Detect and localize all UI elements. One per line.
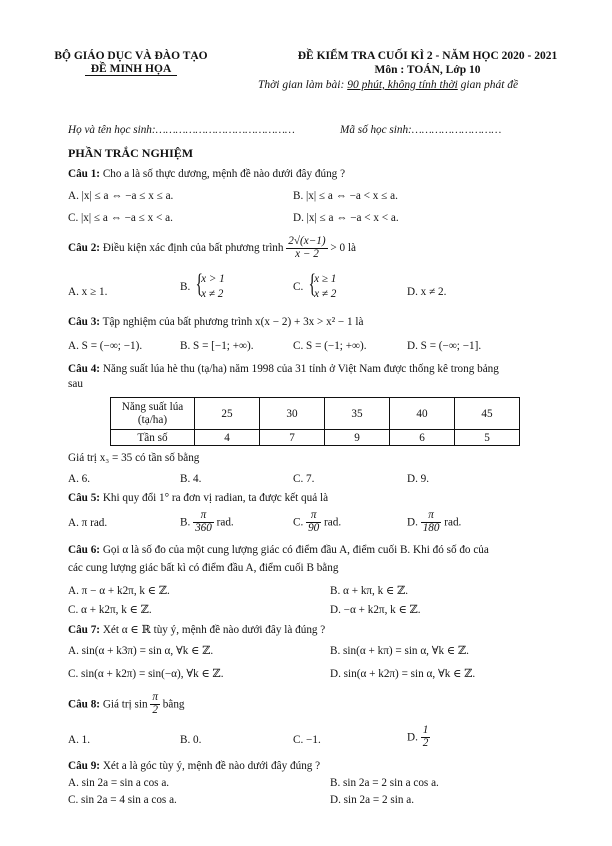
table-cell: 45 <box>455 398 520 430</box>
q8-frac-den: 2 <box>152 703 158 716</box>
q2-text: Điều kiện xác định của bất phương trình <box>102 241 284 254</box>
exam-type-text: ĐỀ MINH HỌA <box>85 63 178 76</box>
q6-text-cont: các cung lượng giác bất kì có điểm đầu A, điểm cuối B bằng <box>68 562 339 574</box>
exam-time <box>258 79 518 91</box>
q7-option-d[interactable]: D. sin(α + k2π) = sin α, ∀k ∈ ℤ. <box>330 668 476 680</box>
q5-b-unit: rad. <box>216 516 234 529</box>
q2-frac-den: x − 2 <box>295 247 319 260</box>
q7-option-a[interactable]: A. sin(α + k3π) = sin α, ∀k ∈ ℤ. <box>68 645 214 657</box>
q4-after-table: Giá trị x₃ = 35 có tần số bằng <box>68 452 200 464</box>
q5-c-letter: C. <box>293 516 304 529</box>
q2-option-c-system <box>306 269 337 302</box>
q9-option-c[interactable]: C. sin 2a = 4 sin a cos a. <box>68 794 177 806</box>
q5-d-unit: rad. <box>444 516 462 529</box>
q6-option-a[interactable]: A. π − α + k2π, k ∈ ℤ. <box>68 585 170 597</box>
q9-option-a[interactable]: A. sin 2a = sin a cos a. <box>68 777 170 789</box>
table-row <box>111 398 520 430</box>
q4-option-b[interactable]: B. 4. <box>180 473 202 485</box>
ministry-name: BỘ GIÁO DỤC VÀ ĐÀO TẠO <box>54 50 208 62</box>
q5-option-c[interactable] <box>293 510 341 535</box>
q2-option-c-letter: C. <box>293 281 304 294</box>
q8-d-den: 2 <box>422 736 429 749</box>
brace-icon: { <box>195 269 204 298</box>
q2-option-b-letter: B. <box>180 281 191 294</box>
q5-b-letter: B. <box>180 516 191 529</box>
q2-text-after: > 0 là <box>330 241 356 254</box>
q2-option-c[interactable] <box>293 269 337 302</box>
q2-fraction <box>286 236 327 261</box>
q5-b-num: π <box>193 510 214 523</box>
table-cell: 5 <box>455 430 520 446</box>
q4-label: Câu 4: <box>68 363 101 375</box>
q8-option-a[interactable]: A. 1. <box>68 734 91 746</box>
q3-option-d[interactable]: D. S = (−∞; −1]. <box>407 340 482 352</box>
question-7 <box>68 623 325 636</box>
exam-title: ĐỀ KIỂM TRA CUỐI KÌ 2 - NĂM HỌC 2020 - 2021 <box>297 50 558 62</box>
q4-text-cont: sau <box>68 378 83 390</box>
q6-option-d[interactable]: D. −α + k2π, k ∈ ℤ. <box>330 604 421 616</box>
q8-d-fraction <box>421 725 431 750</box>
table-header-cell <box>111 398 195 430</box>
table-row <box>111 430 520 446</box>
q5-label: Câu 5: <box>68 492 101 504</box>
table-header-cell: Tần số <box>111 430 195 446</box>
q8-option-c[interactable]: C. −1. <box>293 734 321 746</box>
q4-option-c[interactable]: C. 7. <box>293 473 315 485</box>
q2-frac-num: 2√(x−1) <box>288 235 326 247</box>
yield-label-a: Năng suất lúa <box>121 400 184 413</box>
q8-frac-num: π <box>152 691 158 703</box>
q9-option-d[interactable]: D. sin 2a = 2 sin a. <box>330 794 414 806</box>
q5-d-den: 180 <box>422 521 440 534</box>
table-cell: 6 <box>390 430 455 446</box>
q2-option-b[interactable] <box>180 269 225 302</box>
q5-option-a[interactable]: A. π rad. <box>68 517 108 529</box>
q3-option-c[interactable]: C. S = (−1; +∞). <box>293 340 367 352</box>
q7-label: Câu 7: <box>68 624 101 636</box>
question-5 <box>68 492 328 504</box>
q8-label: Câu 8: <box>68 698 101 711</box>
q5-d-letter: D. <box>407 516 418 529</box>
table-cell: 9 <box>325 430 390 446</box>
question-4 <box>68 363 499 375</box>
q5-option-b[interactable] <box>180 510 234 535</box>
q8-option-b[interactable]: B. 0. <box>180 734 202 746</box>
yield-label-b: (tạ/ha) <box>137 413 168 426</box>
q8-d-num: 1 <box>422 724 429 736</box>
q5-b-fraction <box>193 510 214 535</box>
q3-label: Câu 3: <box>68 316 101 328</box>
student-name-field: Họ và tên học sinh:…………………………………… <box>68 124 295 136</box>
q3-text: Tập nghiệm của bất phương trình x(x − 2) + 3x > x² − 1 là <box>102 316 364 328</box>
q1-option-d[interactable]: D. |x| ≤ a ⇔ −a < x < a. <box>293 212 399 224</box>
q1-option-b[interactable]: B. |x| ≤ a ⇔ −a < x ≤ a. <box>293 190 398 202</box>
question-8 <box>68 692 185 717</box>
time-suffix: gian phát đề <box>457 79 519 91</box>
q2-option-a[interactable]: A. x ≥ 1. <box>68 286 108 298</box>
q9-option-b[interactable]: B. sin 2a = 2 sin a cos a. <box>330 777 439 789</box>
q5-text: Khi quy đổi 1° ra đơn vị radian, ta được kết quả là <box>102 492 329 504</box>
q2-b-line2: x ≠ 2 <box>201 288 224 301</box>
q4-option-a[interactable]: A. 6. <box>68 473 91 485</box>
brace-icon: { <box>308 269 317 298</box>
q8-text: Giá trị sin <box>102 698 148 711</box>
q2-label: Câu 2: <box>68 241 101 254</box>
question-9 <box>68 760 320 772</box>
q1-option-a[interactable]: A. |x| ≤ a ⇔ −a ≤ x ≤ a. <box>68 190 174 202</box>
q6-option-b[interactable]: B. α + kπ, k ∈ ℤ. <box>330 585 409 597</box>
q2-option-b-system <box>193 269 225 302</box>
q7-option-c[interactable]: C. sin(α + k2π) = sin(−α), ∀k ∈ ℤ. <box>68 668 224 680</box>
q1-text: Cho a là số thực dương, mệnh đề nào dưới đây đúng ? <box>102 168 346 180</box>
q9-text: Xét a là góc tùy ý, mệnh đề nào dưới đây đúng ? <box>102 760 321 772</box>
q2-c-line2: x ≠ 2 <box>314 288 337 301</box>
q7-option-b[interactable]: B. sin(α + kπ) = sin α, ∀k ∈ ℤ. <box>330 645 469 657</box>
table-cell: 40 <box>390 398 455 430</box>
q7-text: Xét α ∈ ℝ tùy ý, mệnh đề nào dưới đây là đúng ? <box>102 624 326 636</box>
q8-option-d[interactable] <box>407 725 430 750</box>
q2-b-line1: x > 1 <box>201 273 225 285</box>
yield-table <box>110 397 520 446</box>
table-cell: 4 <box>195 430 260 446</box>
q4-text: Năng suất lúa hè thu (tạ/ha) năm 1998 của 31 tỉnh ở Việt Nam được thống kê trong bảng <box>102 363 499 375</box>
section-title: PHẦN TRẮC NGHIỆM <box>68 146 194 160</box>
time-prefix: Thời gian làm bài: <box>258 79 348 91</box>
q4-option-d[interactable]: D. 9. <box>407 473 430 485</box>
q1-label: Câu 1: <box>68 168 101 180</box>
q5-c-num: π <box>306 510 321 523</box>
q6-label: Câu 6: <box>68 544 101 556</box>
q6-option-c[interactable]: C. α + k2π, k ∈ ℤ. <box>68 604 152 616</box>
q3-option-b[interactable]: B. S = [−1; +∞). <box>180 340 254 352</box>
q5-d-fraction <box>421 510 442 535</box>
q5-c-fraction <box>306 510 321 535</box>
question-1 <box>68 168 345 180</box>
table-cell: 7 <box>260 430 325 446</box>
question-3 <box>68 316 363 328</box>
q2-option-d[interactable]: D. x ≠ 2. <box>407 286 447 298</box>
question-2 <box>68 236 356 261</box>
table-cell: 30 <box>260 398 325 430</box>
q9-label: Câu 9: <box>68 760 101 772</box>
time-value: 90 phút, không tính thời <box>347 79 458 91</box>
table-cell: 35 <box>325 398 390 430</box>
question-6 <box>68 544 489 556</box>
q8-d-letter: D. <box>407 731 418 744</box>
q1-option-c[interactable]: C. |x| ≤ a ⇔ −a ≤ x < a. <box>68 212 173 224</box>
q6-text: Gọi α là số đo của một cung lượng giác có điểm đầu A, điểm cuối B. Khi đó số đo của <box>102 544 489 556</box>
exam-type <box>46 63 216 75</box>
q5-d-num: π <box>421 510 442 523</box>
table-cell: 25 <box>195 398 260 430</box>
q3-option-a[interactable]: A. S = (−∞; −1). <box>68 340 143 352</box>
q5-b-den: 360 <box>195 521 212 534</box>
exam-subject: Môn : TOÁN, Lớp 10 <box>374 64 481 76</box>
q5-option-d[interactable] <box>407 510 461 535</box>
q8-text-after: bằng <box>162 698 185 711</box>
q2-c-line1: x ≥ 1 <box>314 273 337 285</box>
q8-fraction <box>150 692 160 717</box>
q5-c-unit: rad. <box>324 516 342 529</box>
student-id-field: Mã số học sinh:……………………… <box>340 124 502 136</box>
q5-c-den: 90 <box>308 521 320 534</box>
